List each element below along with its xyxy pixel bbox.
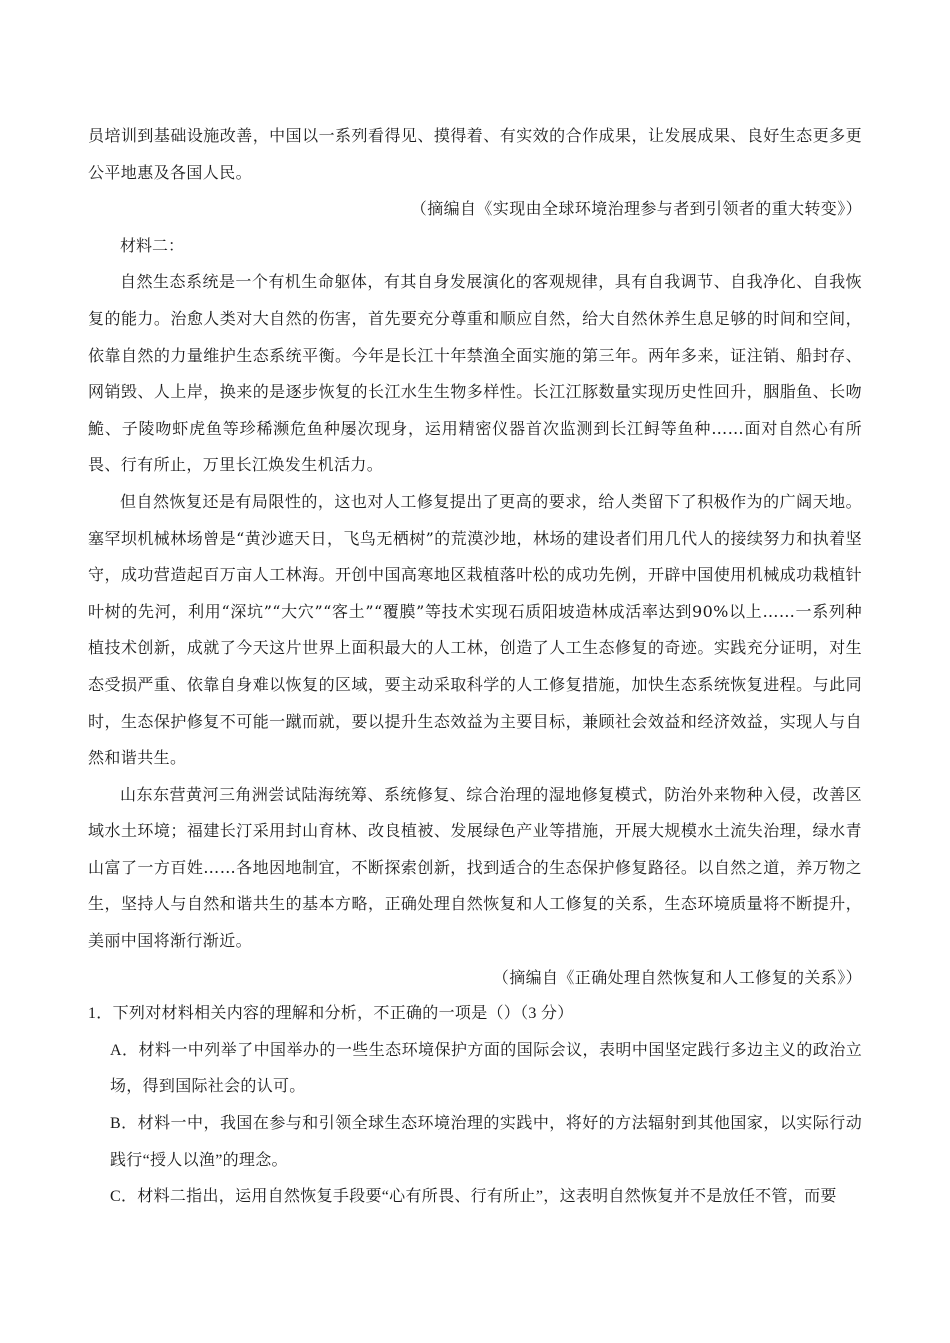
material2-paragraph-2: 但自然恢复还是有局限性的，这也对人工修复提出了更高的要求，给人类留下了积极作为的广阔天地。塞罕坝机械林场曾是“黄沙遮天日，飞鸟无栖树”的荒漠沙地，林场的建设者们用几代人的接续努力和执着坚守，成功营造起百万亩人工林海。开创中国高寒地区栽植落叶松的成功先例，开辟中国使用机械成功栽植针叶树的先河，利用“深坑”“大穴”“客土”“覆膜”等技术实现石质阳坡造林成活率达到90%以上……一系列种植技术创新，成就了今天这片世界上面积最大的人工林，创造了人工生态修复的奇迹。实践充分证明，对生态受损严重、依靠自身难以恢复的区域，要主动采取科学的人工修复措施，加快生态系统恢复进程。与此同时，生态保护修复不可能一蹴而就，要以提升生态效益为主要目标，兼顾社会效益和经济效益，实现人与自然和谐共生。	[88, 491, 862, 768]
material1-source: （摘编自《实现由全球环境治理参与者到引领者的重大转变》）	[410, 199, 862, 219]
material2-paragraph-1: 自然生态系统是一个有机生命躯体，有其自身发展演化的客观规律，具有自我调节、自我净化、自我恢复的能力。治愈人类对大自然的伤害，首先要充分尊重和顺应自然，给大自然休养生息足够的时间和空间，依靠自然的力量维护生态系统平衡。今年是长江十年禁渔全面实施的第三年。两年多来，证注销、船封存、网销毁、人上岸，换来的是逐步恢复的长江水生生物多样性。长江江豚数量实现历史性回升，胭脂鱼、长吻鮠、子陵吻虾虎鱼等珍稀濒危鱼种屡次现身，运用精密仪器首次监测到长江鲟等鱼种……面对自然心有所畏、行有所止，万里长江焕发生机活力。	[88, 272, 862, 475]
option-a-text: A．材料一中列举了中国举办的一些生态环境保护方面的国际会议，表明中国坚定践行多边主义的政治立场，得到国际社会的认可。	[110, 1041, 862, 1096]
document-page	[88, 118, 862, 1216]
material2-heading: 材料二：	[120, 235, 185, 255]
option-b-text: B．材料一中，我国在参与和引领全球生态环境治理的实践中，将好的方法辐射到其他国家，以实际行动践行“授人以渔”的理念。	[110, 1115, 862, 1169]
material1-tail-paragraph: 员培训到基础设施改善，中国以一系列看得见、摸得着、有实效的合作成果，让发展成果、良好生态更多更公平地惠及各国人民。	[88, 126, 862, 182]
material2-paragraph-3: 山东东营黄河三角洲尝试陆海统筹、系统修复、综合治理的湿地修复模式，防治外来物种入侵，改善区域水土环境；福建长汀采用封山育林、改良植被、发展绿色产业等措施，开展大规模水土流失治理，绿水青山富了一方百姓……各地因地制宜，不断探索创新，找到适合的生态保护修复路径。以自然之道，养万物之生，坚持人与自然和谐共生的基本方略，正确处理自然恢复和人工修复的关系，生态环境质量将不断提升，美丽中国将渐行渐近。	[88, 784, 862, 951]
option-c-text: C．材料二指出，运用自然恢复手段要“心有所畏、行有所止”，这表明自然恢复并不是放任不管，而要	[110, 1188, 837, 1206]
question-1-option-c	[88, 1179, 862, 1216]
question-1-option-b	[88, 1106, 862, 1179]
material2-source: （摘编自《正确处理自然恢复和人工修复的关系》）	[492, 967, 862, 987]
question-1-option-a	[88, 1033, 862, 1106]
question-1-stem: 1．下列对材料相关内容的理解和分析，不正确的一项是（）（3 分）	[88, 1005, 574, 1023]
